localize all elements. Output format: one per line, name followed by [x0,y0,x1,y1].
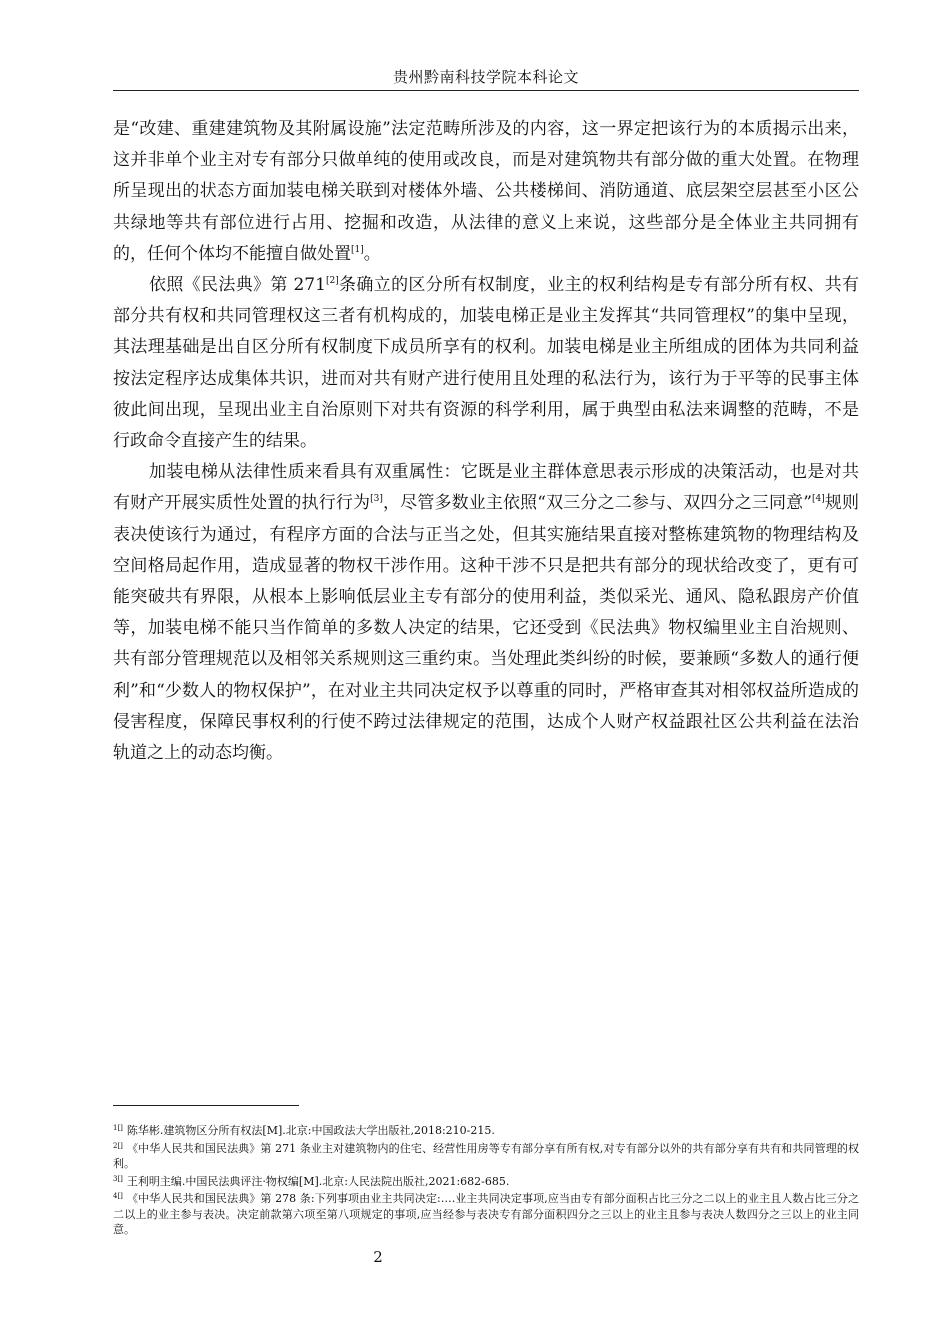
paragraph-text: ，尽管多数业主依照“双三分之二参与、双四分之三同意” [382,493,812,514]
citation-ref-2[interactable]: [2] [325,276,339,287]
footnote-mark: 3[] [113,1174,123,1183]
citation-ref-1[interactable]: [1] [351,244,364,255]
paragraph-text: 加装电梯从法律性质来看具有双重属性：它既是业主群体意思表示形成的决策活动，也是对共有财产开展实质性处置的执行行为 [113,462,859,514]
footnote-text: 王利明主编.中国民法典评注·物权编[M].北京:人民法院出版社,2021:682-685. [126,1174,510,1188]
body-text [113,114,859,769]
footnote-text: 《中华人民共和国民法典》第 271 条业主对建筑物内的住宅、经营性用房等专有部分享有所有权,对专有部分以外的共有部分享有共有和共同管理的权利。 [113,1141,859,1170]
page-header [113,64,859,91]
footnote-mark: 1[] [113,1124,123,1132]
paragraph-text: 。 [363,243,381,264]
footnote-4 [113,1191,859,1238]
footnotes [113,1123,859,1240]
paragraph-1 [113,114,859,270]
paragraph-text: 规则表决使该行为通过，有程序方面的合法与正当之处，但其实施结果直接对整栋建筑物的物理结构及空间格局起作用，造成显著的物权干涉作用。这种干涉不只是把共有部分的现状给改变了，更有可能突破共有界限，从根本上影响低层业主专有部分的使用利益，类似采光、通风、隐私跟房产价值等，加装电梯不能只当作简单的多数人决定的结果，它还受到《民法典》物权编里业主自治规则、共有部分管理规范以及相邻关系规则这三重约束。当处理此类纠纷的时候，要兼顾“多数人的通行便利”和“少数人的物权保护”，在对业主共同决定权予以尊重的同时，严格审查其对相邻权益所造成的侵害程度，保障民事权利的行使不跨过法律规定的范围，达成个人财产权益跟社区公共利益在法治轨道之上的动态均衡。 [113,493,860,764]
footnote-text: 《中华人民共和国民法典》第 278 条:下列事项由业主共同决定:….业主共同决定事项,应当由专有部分面积占比三分之二以上的业主且人数占比三分之二以上的业主参与表决。决定前款第六项至第八项规定的事项,应当经参与表决专有部分面积四分之三以上的业主且参与表决人数四分之三以上的业主同意。 [113,1192,859,1236]
footnote-2 [113,1141,859,1172]
citation-ref-3[interactable]: [3] [370,494,383,505]
page-number: 2 [373,1248,383,1266]
footnote-3 [113,1174,859,1190]
footnote-text: 陈华彬.建筑物区分所有权法[M].北京:中国政法大学出版社,2018:210-215. [126,1124,495,1137]
footnote-separator [113,1105,299,1106]
footnote-mark: 4[] [113,1192,123,1200]
footnote-mark: 2[] [113,1141,123,1150]
citation-ref-4[interactable]: [4] [811,494,825,505]
footnote-1 [113,1123,859,1139]
paragraph-text: 依照《民法典》第 271 [149,275,326,296]
paragraph-text: 条确立的区分所有权制度，业主的权利结构是专有部分所有权、共有部分共有权和共同管理权这三者有机构成的，加装电梯正是业主发挥其“共同管理权”的集中呈现，其法理基础是出自区分所有权制度下成员所享有的权利。加装电梯是业主所组成的团体为共同利益按法定程序达成集体共识，进而对共有财产进行使用且处理的私法行为，该行为于平等的民事主体彼此间出现，呈现出业主自治原则下对共有资源的科学利用，属于典型由私法来调整的范畴，不是行政命令直接产生的结果。 [113,275,860,452]
paragraph-2 [113,270,859,457]
header-title: 贵州黔南科技学院本科论文 [392,68,579,86]
paragraph-3 [113,457,859,769]
paragraph-text: 是“改建、重建建筑物及其附属设施”法定范畴所涉及的内容，这一界定把该行为的本质揭示出来，这并非单个业主对专有部分只做单纯的使用或改良，而是对建筑物共有部分做的重大处置。在物理所呈现出的状态方面加装电梯关联到对楼体外墙、公共楼梯间、消防通道、底层架空层甚至小区公共绿地等共有部位进行占用、挖掘和改造，从法律的意义上来说，这些部分是全体业主共同拥有的，任何个体均不能擅自做处置 [113,119,859,264]
